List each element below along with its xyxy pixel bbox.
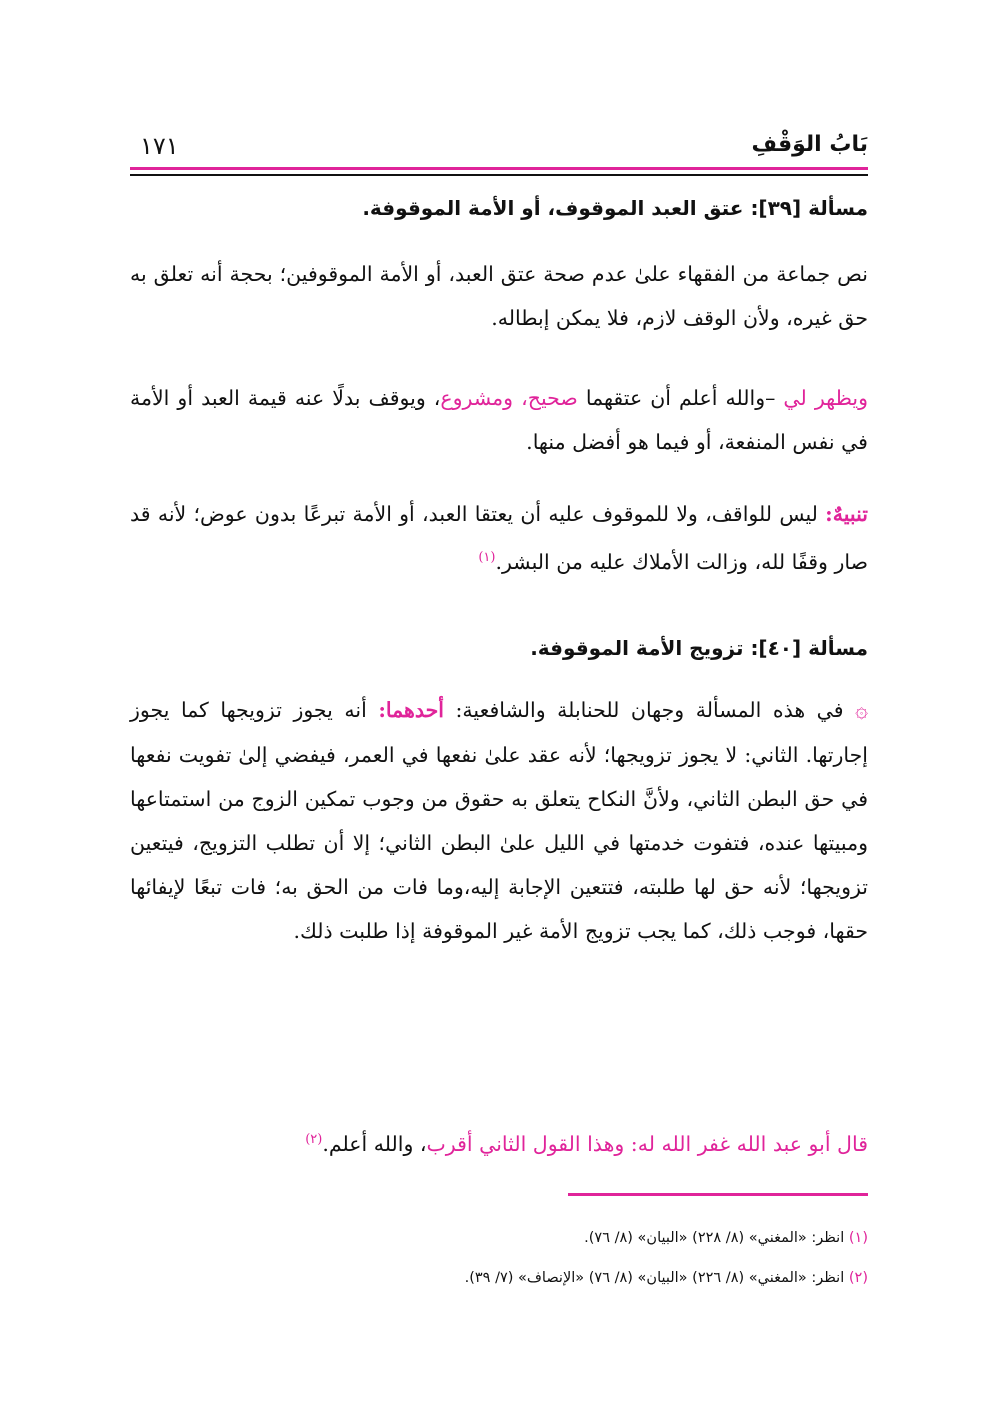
footnote-1 <box>130 1226 868 1250</box>
paragraph-3-text: ليس للواقف، ولا للموقوف عليه أن يعتقا العبد، أو الأمة تبرعًا بدون عوض؛ لأنه قد صار وقفًا لله، وزالت الأملاك عليه من البشر. <box>130 502 868 574</box>
section-39-title: عتق العبد الموقوف، أو الأمة الموقوفة. <box>362 196 744 220</box>
flower-ornament-icon: ۞ <box>855 698 868 723</box>
first-view-label: أحدهما: <box>378 698 444 722</box>
section-40-heading <box>130 628 868 668</box>
opinion-lead: ويظهر لي <box>783 386 869 410</box>
footnote-1-number: (١) <box>848 1230 868 1246</box>
notice-label: تنبيهٌ: <box>825 502 868 526</box>
footnote-1-text: انظر: «المغني» (٨/ ٢٢٨) «البيان» (٨/ ٧٦). <box>584 1230 849 1246</box>
footnote-separator <box>568 1193 868 1196</box>
page-header <box>130 128 868 168</box>
footnote-2-text: انظر: «المغني» (٨/ ٢٢٦) «البيان» (٨/ ٧٦) «الإنصاف» (٧/ ٣٩). <box>464 1270 849 1286</box>
book-page <box>130 0 868 1418</box>
section-39-label: مسألة [٣٩]: <box>750 196 868 220</box>
chapter-title: بَابُ الوَقْفِ <box>751 132 868 157</box>
footnote-ref-1[interactable]: (١) <box>478 550 496 565</box>
paragraph-4-text-a: في هذه المسألة وجهان للحنابلة والشافعية: <box>443 698 856 722</box>
footnote-ref-2[interactable]: (٢) <box>305 1132 323 1147</box>
footnote-2-number: (٢) <box>848 1270 868 1286</box>
paragraph-2-mid: –والله أعلم أن عتقهما <box>577 386 784 410</box>
paragraph-4-text-b: أنه يجوز تزويجها كما يجوز إجارتها. الثاني: لا يجوز تزويجها؛ لأنه عقد علىٰ نفعها في العمر، فيفضي إلىٰ تفويت نفعها في حق البطن الثاني، ولأنَّ النكاح يتعلق به حقوق من وجوب تمكين الزوج من استمتاعها ومبيتها عنده، فتفوت خدمتها في الليل علىٰ البطن الثاني؛ إلا أن تطلب التزويج، فيتعين تزويجها؛ لأنه حق لها طلبته، فتتعين الإجابة إليه،وما فات من الحق به؛ فات تبعًا لإيفائها حقها، فوجب ذلك، كما يجب تزويج الأمة غير الموقوفة إذا طلبت ذلك. <box>130 698 868 943</box>
paragraph-1 <box>130 252 868 340</box>
paragraph-1-text: نص جماعة من الفقهاء علىٰ عدم صحة عتق العبد، أو الأمة الموقوفين؛ بحجة أنه تعلق به حق غيره، ولأن الوقف لازم، فلا يمكن إبطاله. <box>130 262 868 330</box>
section-40-title: تزويج الأمة الموقوفة. <box>530 636 744 660</box>
section-40-label: مسألة [٤٠]: <box>750 636 868 660</box>
paragraph-3 <box>130 492 868 584</box>
footnote-2 <box>130 1266 868 1290</box>
author-statement: قال أبو عبد الله غفر الله له: وهذا القول الثاني أقرب <box>426 1131 868 1156</box>
page-number: ١٧١ <box>140 132 179 160</box>
header-rule-pink <box>130 167 868 170</box>
paragraph-4 <box>130 688 868 953</box>
paragraph-5 <box>130 1118 868 1166</box>
section-39-heading <box>130 188 868 228</box>
paragraph-5-rest: ، والله أعلم. <box>322 1131 427 1156</box>
paragraph-2-rest: ، ويوقف بدلًا عنه قيمة العبد أو الأمة في نفس المنفعة، أو فيما هو أفضل منها. <box>130 386 868 454</box>
paragraph-2 <box>130 376 868 464</box>
opinion-highlight: صحيح، ومشروع <box>440 386 578 410</box>
header-rule-black <box>130 174 868 176</box>
